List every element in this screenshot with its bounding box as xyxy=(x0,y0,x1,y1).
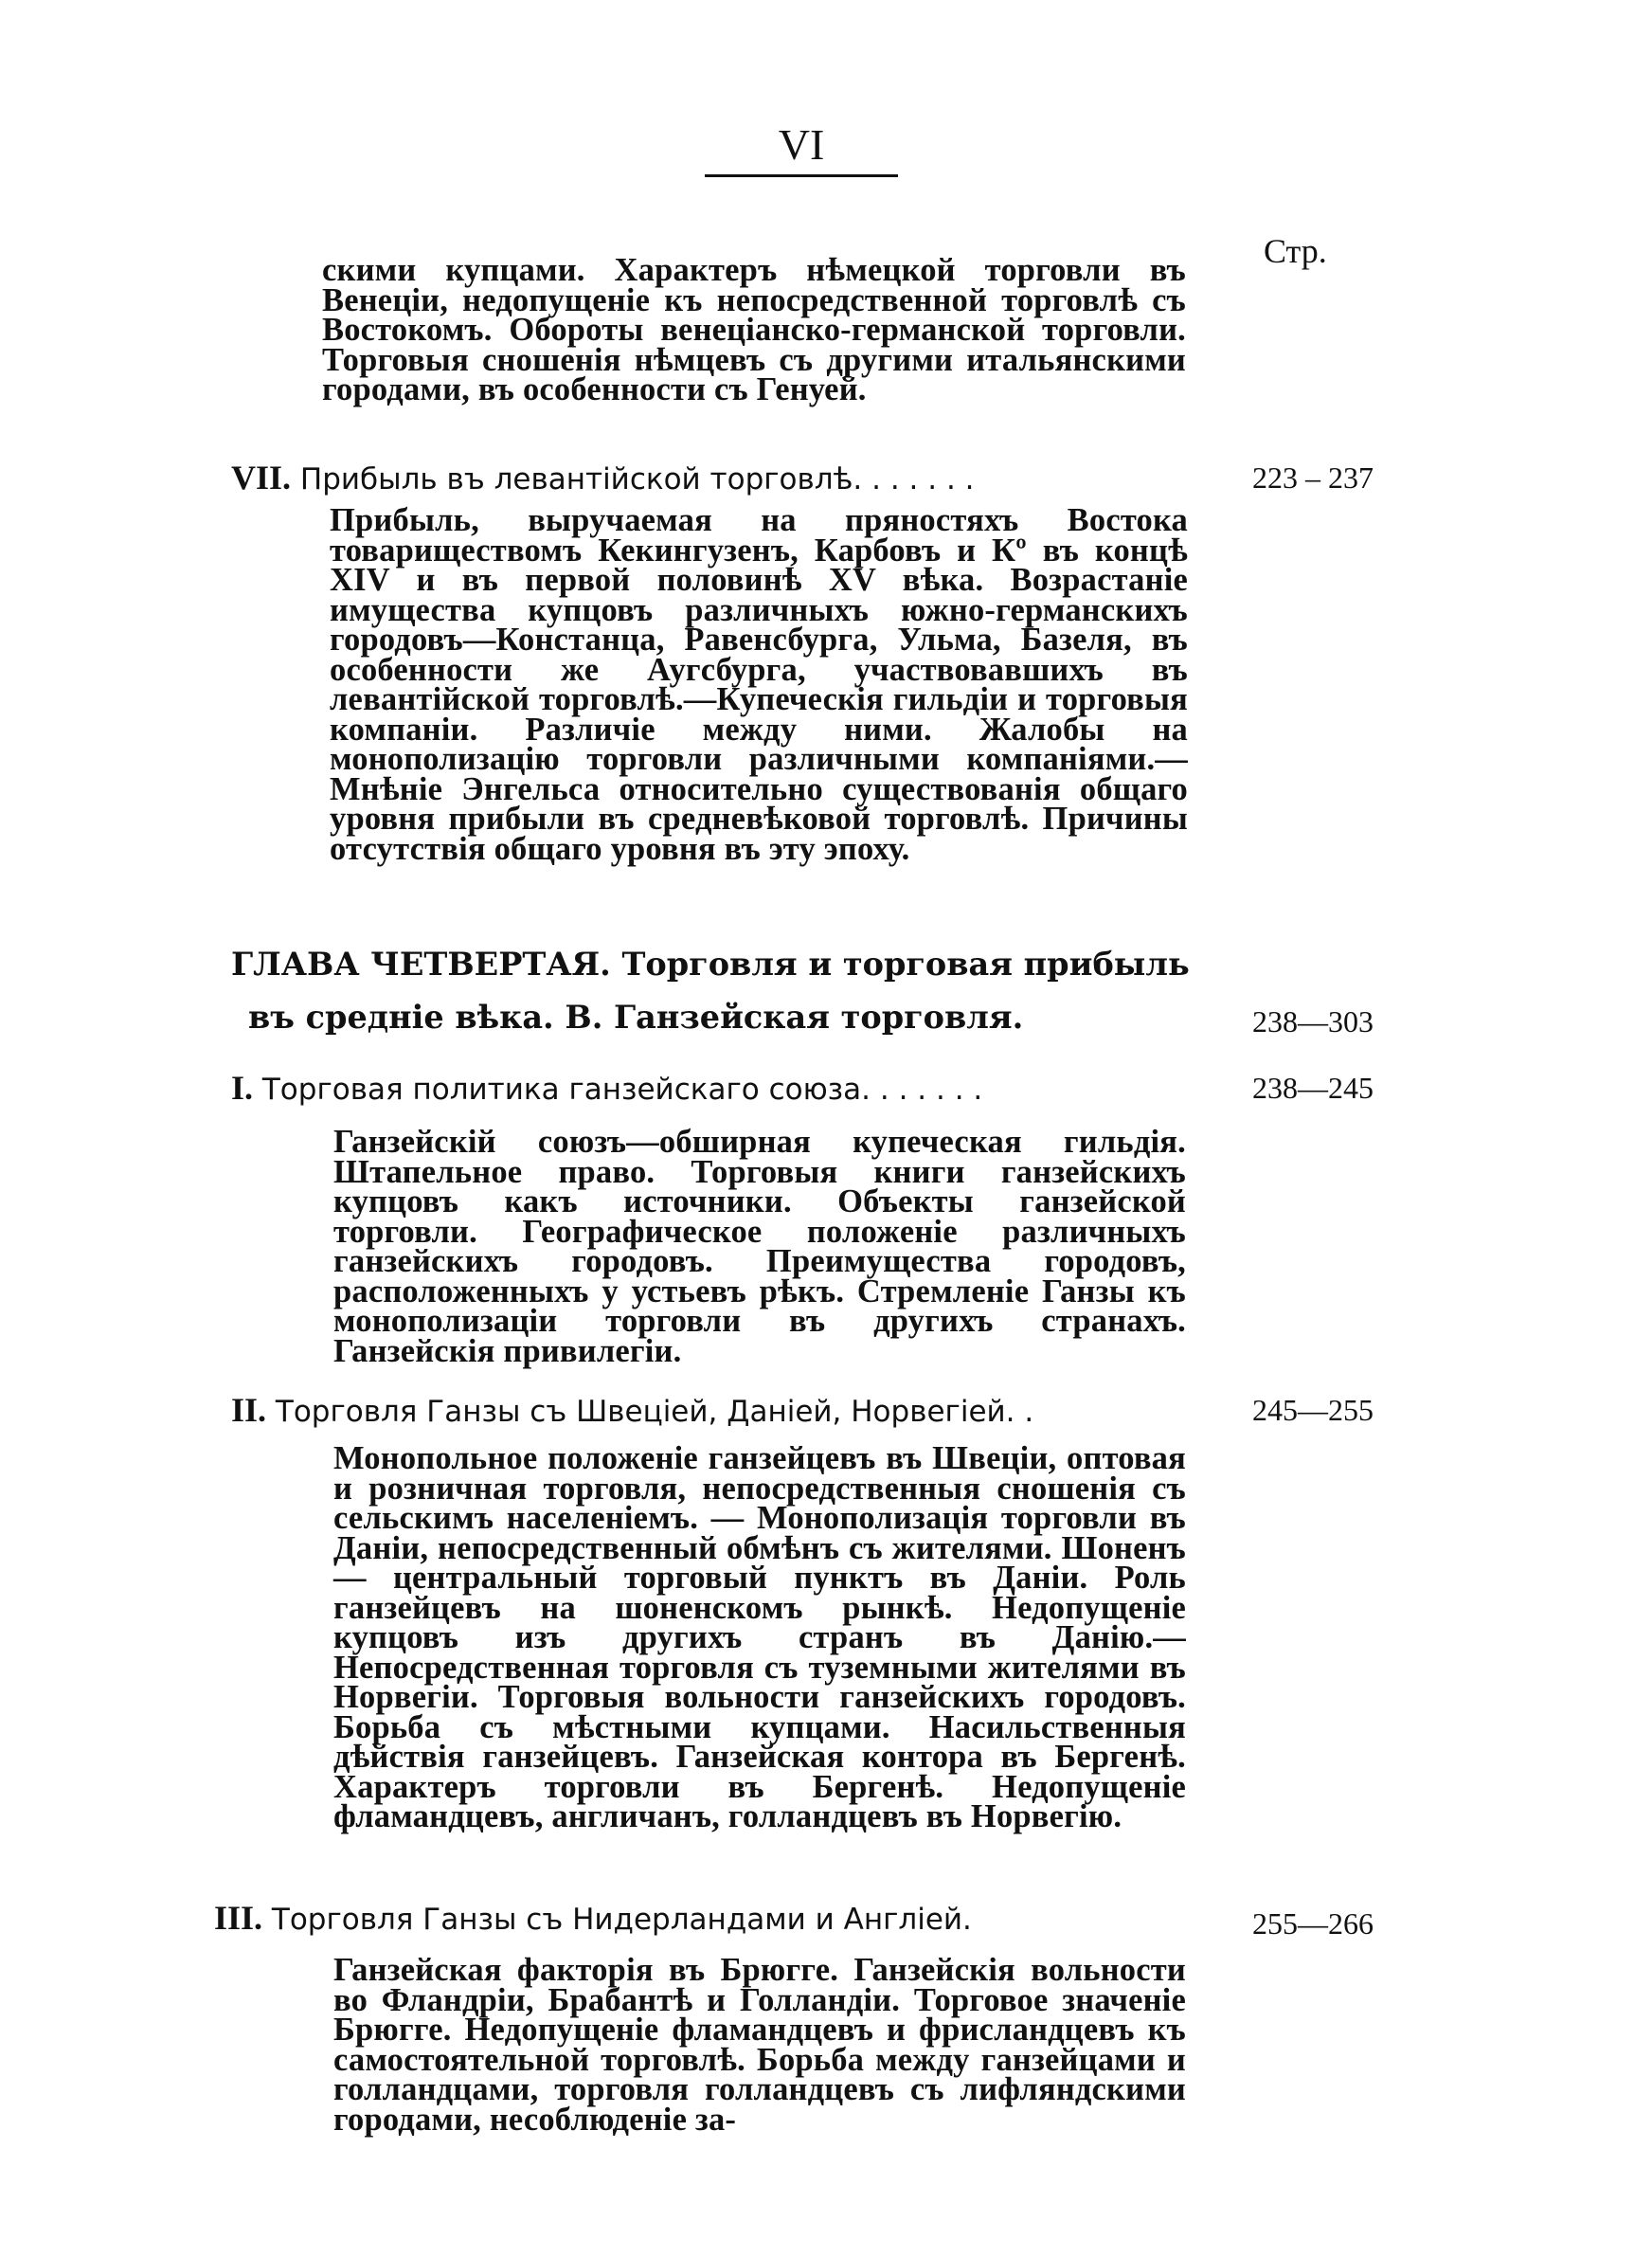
section-summary-ii: Монопольное положеніе ганзейцевъ въ Швеціи, оптовая и розничная торговля, непосредственныя сношенія съ сельскимъ населеніемъ. — Монополизація торговли въ Даніи, непосредственный обмѣнъ съ жителями. Шоненъ — центральный торговый пунктъ въ Даніи. Роль ганзейцевъ на шоненскомъ рынкѣ. Недопущеніе купцовъ изъ другихъ странъ въ Данію.—Непосредственная торговля съ туземными жителями въ Норвегіи. Торговыя вольности ганзейскихъ городовъ. Борьба съ мѣстными купцами. Насильственныя дѣйствія ганзейцевъ. Ганзейская контора въ Бергенѣ. Характеръ торговли въ Бергенѣ. Недопущеніе фламандцевъ, англичанъ, голландцевъ въ Норвегію. xyxy=(333,1440,1186,1834)
page-number: VI xyxy=(778,120,825,169)
toc-entry-ii xyxy=(231,1391,1033,1431)
toc-entry-iii-pages: 255—266 xyxy=(1252,1906,1374,1941)
chapter-heading-line-2: въ средніе вѣка. B. Ганзейская торговля. xyxy=(248,999,1024,1036)
toc-entry-numeral: II. xyxy=(231,1391,267,1429)
toc-entry-numeral: I. xyxy=(231,1069,254,1107)
toc-entry-title: Торговля Ганзы съ Швеціей, Даніей, Норвегіей. . xyxy=(275,1395,1034,1429)
toc-entry-iii xyxy=(214,1899,972,1939)
toc-entry-ii-pages: 245—255 xyxy=(1252,1393,1374,1427)
toc-entry-i-pages: 238—245 xyxy=(1252,1071,1374,1105)
section-summary-iii: Ганзейская факторія въ Брюгге. Ганзейскія вольности во Фландріи, Брабантѣ и Голландіи. Торговое значеніе Брюгге. Недопущеніе фламандцевъ и фрисландцевъ къ самостоятельной торговлѣ. Борьба между ганзейцами и голландцами, торговля голландцевъ съ лифляндскими городами, несоблюденіе за- xyxy=(333,1952,1186,2138)
toc-entry-i xyxy=(231,1069,982,1109)
chapter-pages: 238—303 xyxy=(1252,1004,1374,1038)
toc-entry-numeral: VII. xyxy=(231,459,292,497)
toc-entry-numeral: III. xyxy=(214,1899,263,1937)
page-number-rule xyxy=(705,174,898,177)
section-summary-vii: Прибыль, выручаемая на пряностяхъ Востока товариществомъ Кекингузенъ, Карбовъ и Кº въ концѣ XIV и въ первой половинѣ XV вѣка. Возрастаніе имущества купцовъ различныхъ южно-германскихъ городовъ—Констанца, Равенсбурга, Ульма, Базеля, въ особенности же Аугсбурга, участвовавшихъ въ левантійской торговлѣ.—Купеческія гильдіи и торговыя компаніи. Различіе между ними. Жалобы на монополизацію торговли различными компаніями.—Мнѣніе Энгельса относительно существованія общаго уровня прибыли въ средневѣковой торговлѣ. Причины отсутствія общаго уровня въ эту эпоху. xyxy=(330,502,1188,867)
toc-entry-title: Прибыль въ левантійской торговлѣ. . . . . . . xyxy=(299,462,975,497)
section-summary-continued: скими купцами. Характеръ нѣмецкой торговли въ Венеціи, недопущеніе къ непосредственной торговлѣ съ Востокомъ. Обороты венеціанско-германской торговли. Торговыя сношенія нѣмцевъ съ другими итальянскими городами, въ особенности съ Генуей. xyxy=(322,252,1186,407)
toc-entry-title: Торговля Ганзы съ Нидерландами и Англіей. xyxy=(271,1903,972,1937)
chapter-heading-line-1: ГЛАВА ЧЕТВЕРТАЯ. Торговля и торговая прибыль xyxy=(231,946,1190,983)
page-column-heading: Стр. xyxy=(1264,232,1327,270)
toc-entry-title: Торговая политика ганзейскаго союза. . . . . . . xyxy=(261,1073,983,1107)
section-summary-i: Ганзейскій союзъ—обширная купеческая гильдія. Штапельное право. Торговыя книги ганзейскихъ купцовъ какъ источники. Объекты ганзейской торговли. Географическое положеніе различныхъ ганзейскихъ городовъ. Преимущества городовъ, расположенныхъ у устьевъ рѣкъ. Стремленіе Ганзы къ монополизаціи торговли въ другихъ странахъ. Ганзейскія привилегіи. xyxy=(333,1124,1186,1369)
toc-entry-vii-pages: 223 – 237 xyxy=(1252,460,1374,495)
toc-entry-vii xyxy=(231,459,975,498)
